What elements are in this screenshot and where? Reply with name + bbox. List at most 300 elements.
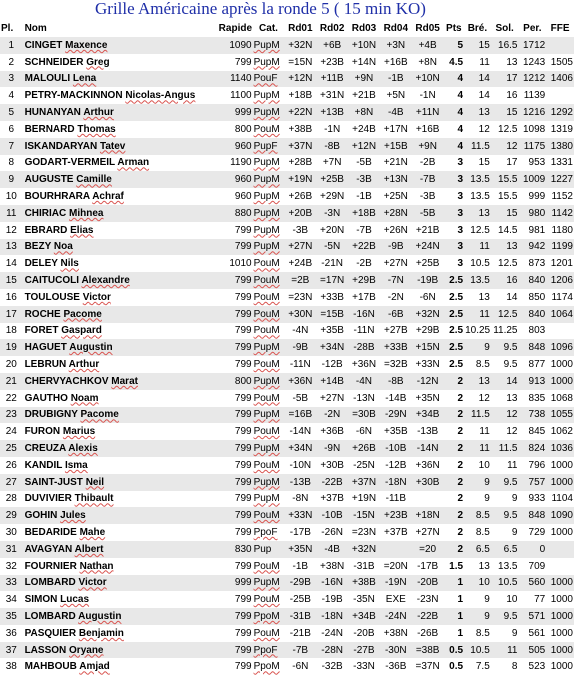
bresilien-cell: 11.5 — [464, 407, 491, 424]
round-3-cell: -7B — [348, 222, 380, 239]
rapide-rating-cell: 999 — [218, 575, 253, 592]
performance-cell: 757 — [518, 474, 546, 491]
bresilien-cell: 12 — [464, 121, 491, 138]
performance-cell: 571 — [518, 608, 546, 625]
performance-cell: 942 — [518, 239, 546, 256]
category-cell: PupM — [253, 155, 285, 172]
round-1-cell: -8N — [284, 491, 316, 508]
player-first-name: Nicolas-Angus — [125, 90, 196, 102]
header-performance: Per. — [523, 23, 542, 34]
round-4-cell: +26N — [380, 222, 412, 239]
round-5-cell: +35N — [412, 390, 444, 407]
round-4-cell: -18N — [380, 474, 412, 491]
ffe-rating-cell: 1152 — [546, 188, 574, 205]
player-first-name: Victor — [78, 577, 107, 589]
round-3-cell: +36N — [348, 356, 380, 373]
solkoff-cell: 9.5 — [491, 356, 519, 373]
round-3-cell: -31B — [348, 558, 380, 575]
round-2-cell: -4B — [316, 541, 348, 558]
bresilien-cell: 11.5 — [464, 138, 491, 155]
player-first-name: Isma — [64, 459, 88, 471]
table-row — [0, 205, 574, 222]
points-cell: 2 — [444, 474, 465, 491]
bresilien-cell: 11 — [464, 239, 491, 256]
category-cell: PupM — [253, 188, 285, 205]
rapide-rating-cell: 1190 — [218, 155, 253, 172]
bresilien-cell: 11 — [464, 306, 491, 323]
player-last-name: MAHBOUB — [24, 661, 77, 673]
ffe-rating-cell: 1201 — [546, 255, 574, 272]
player-name-cell — [23, 138, 218, 155]
performance-cell: 981 — [518, 222, 546, 239]
ffe-rating-cell: 1199 — [546, 239, 574, 256]
points-cell: 2 — [444, 541, 465, 558]
solkoff-cell: 9 — [491, 625, 519, 642]
round-1-cell: -31B — [284, 608, 316, 625]
round-4-cell — [380, 541, 412, 558]
round-1-cell: +32N — [284, 37, 316, 54]
player-name-cell — [23, 356, 218, 373]
round-4-cell: -4B — [380, 104, 412, 121]
round-5-cell: -19B — [412, 272, 444, 289]
performance-cell: 77 — [518, 591, 546, 608]
table-row — [0, 239, 574, 256]
bresilien-cell: 10 — [464, 575, 491, 592]
round-4-cell: +17N — [380, 121, 412, 138]
points-cell: 2 — [444, 440, 465, 457]
round-3-cell: +29B — [348, 272, 380, 289]
category-cell: PouM — [253, 390, 285, 407]
category-cell: PupM — [253, 37, 285, 54]
solkoff-cell: 15.5 — [491, 171, 519, 188]
round-3-cell: +34B — [348, 608, 380, 625]
points-cell: 3 — [444, 205, 465, 222]
player-name-cell — [23, 558, 218, 575]
round-3-cell: +12N — [348, 138, 380, 155]
solkoff-cell: 9.5 — [491, 474, 519, 491]
player-name-cell — [23, 390, 218, 407]
round-2-cell: +13B — [316, 104, 348, 121]
round-2-cell: -22B — [316, 474, 348, 491]
place-cell: 3 — [0, 71, 23, 88]
round-5-cell: =38B — [412, 642, 444, 659]
round-5-cell: -26B — [412, 625, 444, 642]
table-row — [0, 457, 574, 474]
round-3-cell: +17B — [348, 289, 380, 306]
performance-cell: 523 — [518, 658, 546, 675]
points-cell: 4 — [444, 121, 465, 138]
player-first-name: Amjad — [79, 661, 110, 673]
category-cell: PupM — [253, 104, 285, 121]
round-5-cell: +27N — [412, 524, 444, 541]
solkoff-cell: 16.5 — [491, 37, 519, 54]
round-1-cell: +36N — [284, 373, 316, 390]
place-cell: 22 — [0, 390, 23, 407]
round-1-cell: -29B — [284, 575, 316, 592]
round-3-cell: +14N — [348, 54, 380, 71]
ffe-rating-cell — [546, 87, 574, 104]
round-3-cell: =30B — [348, 407, 380, 424]
player-last-name: AUGUSTE — [24, 174, 74, 186]
rapide-rating-cell: 799 — [218, 289, 253, 306]
points-cell: 1 — [444, 608, 465, 625]
round-5-cell: -13B — [412, 423, 444, 440]
place-cell: 16 — [0, 289, 23, 306]
solkoff-cell: 10 — [491, 591, 519, 608]
points-cell: 3 — [444, 222, 465, 239]
ffe-rating-cell: 1000 — [546, 591, 574, 608]
table-row — [0, 289, 574, 306]
round-4-cell: -19N — [380, 575, 412, 592]
place-cell: 12 — [0, 222, 23, 239]
round-3-cell: -16N — [348, 306, 380, 323]
header-round-2: Rd02 — [319, 23, 345, 34]
round-1-cell: =2B — [284, 272, 316, 289]
player-name-cell — [23, 474, 218, 491]
player-first-name: Thibault — [74, 493, 114, 505]
round-4-cell: -7N — [380, 272, 412, 289]
round-2-cell: -12B — [316, 356, 348, 373]
points-cell: 0.5 — [444, 658, 465, 675]
player-first-name: Augustin — [69, 342, 113, 354]
header-rapide: Rapide — [218, 23, 253, 34]
player-first-name: Nils — [60, 258, 79, 270]
place-cell: 19 — [0, 339, 23, 356]
table-row — [0, 356, 574, 373]
round-1-cell: -25B — [284, 591, 316, 608]
table-row — [0, 390, 574, 407]
round-5-cell: +16B — [412, 121, 444, 138]
rapide-rating-cell: 799 — [218, 423, 253, 440]
table-row — [0, 507, 574, 524]
round-4-cell: -8B — [380, 373, 412, 390]
ffe-rating-cell: 1206 — [546, 272, 574, 289]
bresilien-cell: 13 — [464, 558, 491, 575]
table-row — [0, 407, 574, 424]
points-cell: 2 — [444, 457, 465, 474]
place-cell: 2 — [0, 54, 23, 71]
solkoff-cell: 12.5 — [491, 121, 519, 138]
solkoff-cell: 13 — [491, 390, 519, 407]
round-2-cell: -10B — [316, 507, 348, 524]
round-3-cell: +37N — [348, 474, 380, 491]
solkoff-cell: 9.5 — [491, 608, 519, 625]
round-5-cell: +21B — [412, 222, 444, 239]
rapide-rating-cell: 830 — [218, 541, 253, 558]
place-cell: 24 — [0, 423, 23, 440]
ffe-rating-cell: 1000 — [546, 474, 574, 491]
player-name-cell — [23, 239, 218, 256]
solkoff-cell: 13 — [491, 54, 519, 71]
round-5-cell: =37N — [412, 658, 444, 675]
round-3-cell: +10N — [348, 37, 380, 54]
round-2-cell: +14B — [316, 373, 348, 390]
ffe-rating-cell: 1380 — [546, 138, 574, 155]
rapide-rating-cell: 799 — [218, 658, 253, 675]
performance-cell: 729 — [518, 524, 546, 541]
header-round-1: Rd01 — [288, 23, 313, 34]
round-2-cell: +35B — [316, 323, 348, 340]
ffe-rating-cell: 1000 — [546, 608, 574, 625]
place-cell: 14 — [0, 255, 23, 272]
performance-cell: 913 — [518, 373, 546, 390]
points-cell: 4 — [444, 138, 465, 155]
solkoff-cell: 16 — [491, 272, 519, 289]
points-cell: 3 — [444, 171, 465, 188]
table-row — [0, 188, 574, 205]
ffe-rating-cell: 1062 — [546, 423, 574, 440]
round-2-cell: -28N — [316, 642, 348, 659]
round-5-cell: -1N — [412, 87, 444, 104]
place-cell: 4 — [0, 87, 23, 104]
round-3-cell: =23N — [348, 524, 380, 541]
points-cell: 2.5 — [444, 339, 465, 356]
round-2-cell: +20N — [316, 222, 348, 239]
table-row — [0, 625, 574, 642]
points-cell: 2 — [444, 423, 465, 440]
performance-cell: 561 — [518, 625, 546, 642]
round-4-cell: +38N — [380, 625, 412, 642]
points-cell: 2.5 — [444, 306, 465, 323]
bresilien-cell: 13.5 — [464, 171, 491, 188]
performance-cell: 1243 — [518, 54, 546, 71]
solkoff-cell: 6.5 — [491, 541, 519, 558]
round-4-cell: -9B — [380, 239, 412, 256]
solkoff-cell: 12.5 — [491, 306, 519, 323]
place-cell: 1 — [0, 37, 23, 54]
round-3-cell: -20B — [348, 625, 380, 642]
round-1-cell: -5B — [284, 390, 316, 407]
table-row — [0, 541, 574, 558]
rapide-rating-cell: 799 — [218, 356, 253, 373]
player-first-name: Victor — [82, 291, 111, 303]
place-cell: 6 — [0, 121, 23, 138]
rapide-rating-cell: 1100 — [218, 87, 253, 104]
points-cell: 1 — [444, 591, 465, 608]
player-name-cell — [23, 87, 218, 104]
table-row — [0, 491, 574, 508]
solkoff-cell: 12 — [491, 138, 519, 155]
performance-cell: 845 — [518, 423, 546, 440]
player-name-cell — [23, 121, 218, 138]
ffe-rating-cell: 1505 — [546, 54, 574, 71]
player-name-cell — [23, 373, 218, 390]
player-last-name: ROCHE — [24, 308, 61, 320]
round-3-cell: +24B — [348, 121, 380, 138]
player-first-name: Marius — [62, 426, 96, 438]
solkoff-cell: 14 — [491, 289, 519, 306]
performance-cell: 933 — [518, 491, 546, 508]
player-first-name: Gaspard — [61, 325, 102, 337]
rapide-rating-cell: 880 — [218, 205, 253, 222]
solkoff-cell: 13.5 — [491, 558, 519, 575]
round-1-cell: +19N — [284, 171, 316, 188]
header-round-3: Rd03 — [351, 23, 377, 34]
rapide-rating-cell: 999 — [218, 104, 253, 121]
round-1-cell: -17B — [284, 524, 316, 541]
performance-cell: 877 — [518, 356, 546, 373]
rapide-rating-cell: 799 — [218, 306, 253, 323]
round-5-cell: +32N — [412, 306, 444, 323]
round-4-cell: +28N — [380, 205, 412, 222]
performance-cell: 848 — [518, 507, 546, 524]
round-4-cell: +33B — [380, 339, 412, 356]
player-last-name: ISKANDARYAN — [24, 140, 98, 152]
ffe-rating-cell: 1064 — [546, 306, 574, 323]
player-last-name: DUVIVIER — [24, 493, 72, 505]
header-name: Nom — [24, 23, 47, 34]
place-cell: 30 — [0, 524, 23, 541]
category-cell: PupM — [253, 339, 285, 356]
table-row — [0, 642, 574, 659]
performance-cell: 560 — [518, 575, 546, 592]
round-2-cell: -26N — [316, 524, 348, 541]
player-first-name: Maxence — [65, 39, 108, 51]
round-1-cell: =15N — [284, 54, 316, 71]
round-2-cell: +31N — [316, 87, 348, 104]
player-first-name: Pacome — [63, 308, 102, 320]
round-4-cell: EXE — [380, 591, 412, 608]
round-4-cell: -11B — [380, 491, 412, 508]
player-last-name: PASQUIER — [24, 627, 77, 639]
bresilien-cell: 11 — [464, 54, 491, 71]
place-cell: 23 — [0, 407, 23, 424]
round-5-cell: +8N — [412, 54, 444, 71]
rapide-rating-cell: 799 — [218, 239, 253, 256]
performance-cell: 709 — [518, 558, 546, 575]
points-cell: 2.5 — [444, 289, 465, 306]
round-1-cell: +34N — [284, 440, 316, 457]
round-2-cell: +25B — [316, 171, 348, 188]
points-cell: 4 — [444, 71, 465, 88]
solkoff-cell: 16 — [491, 87, 519, 104]
place-cell: 5 — [0, 104, 23, 121]
rapide-rating-cell: 799 — [218, 474, 253, 491]
round-1-cell: -1B — [284, 558, 316, 575]
ffe-rating-cell: 1319 — [546, 121, 574, 138]
player-last-name: PETRY-MACKINNON — [24, 90, 123, 102]
round-5-cell — [412, 491, 444, 508]
player-first-name: Camille — [76, 174, 112, 186]
performance-cell: 850 — [518, 289, 546, 306]
player-first-name: Augustin — [78, 610, 122, 622]
ffe-rating-cell: 1227 — [546, 171, 574, 188]
ffe-rating-cell — [546, 37, 574, 54]
player-name-cell — [23, 289, 218, 306]
player-name-cell — [23, 222, 218, 239]
performance-cell: 999 — [518, 188, 546, 205]
round-5-cell: +18N — [412, 507, 444, 524]
player-name-cell — [23, 71, 218, 88]
table-row — [0, 306, 574, 323]
round-5-cell: -3B — [412, 188, 444, 205]
round-3-cell: +19N — [348, 491, 380, 508]
solkoff-cell: 9 — [491, 491, 519, 508]
round-2-cell: -24N — [316, 625, 348, 642]
points-cell: 5 — [444, 37, 465, 54]
solkoff-cell: 11 — [491, 642, 519, 659]
ffe-rating-cell: 1000 — [546, 373, 574, 390]
points-cell: 2 — [444, 407, 465, 424]
points-cell: 3 — [444, 239, 465, 256]
round-4-cell: -36B — [380, 658, 412, 675]
bresilien-cell: 10.5 — [464, 255, 491, 272]
player-name-cell — [23, 323, 218, 340]
place-cell: 25 — [0, 440, 23, 457]
points-cell: 4.5 — [444, 54, 465, 71]
player-last-name: SCHNEIDER — [24, 56, 84, 68]
player-name-cell — [23, 171, 218, 188]
performance-cell: 796 — [518, 457, 546, 474]
ffe-rating-cell: 1096 — [546, 339, 574, 356]
round-1-cell: +26B — [284, 188, 316, 205]
player-last-name: CREUZA — [24, 443, 66, 455]
category-cell: PupF — [253, 138, 285, 155]
player-first-name: Benjamin — [78, 627, 124, 639]
ffe-rating-cell: 1068 — [546, 390, 574, 407]
round-3-cell: -2B — [348, 255, 380, 272]
player-last-name: MALOULI — [24, 73, 71, 85]
bresilien-cell: 9 — [464, 491, 491, 508]
round-1-cell: -10N — [284, 457, 316, 474]
player-name-cell — [23, 205, 218, 222]
rapide-rating-cell: 960 — [218, 171, 253, 188]
performance-cell: 840 — [518, 272, 546, 289]
performance-cell: 980 — [518, 205, 546, 222]
round-3-cell: -25N — [348, 457, 380, 474]
player-last-name: HUNANYAN — [24, 107, 81, 119]
points-cell: 2 — [444, 390, 465, 407]
player-first-name: Arthur — [68, 359, 100, 371]
round-1-cell: +37N — [284, 138, 316, 155]
player-first-name: Noam — [70, 392, 99, 404]
player-last-name: LOMBARD — [24, 610, 76, 622]
bresilien-cell: 12 — [464, 390, 491, 407]
bresilien-cell: 13 — [464, 104, 491, 121]
ffe-rating-cell: 1000 — [546, 575, 574, 592]
points-cell: 3 — [444, 255, 465, 272]
ffe-rating-cell — [546, 323, 574, 340]
bresilien-cell: 15 — [464, 155, 491, 172]
rapide-rating-cell: 799 — [218, 440, 253, 457]
player-last-name: TOULOUSE — [24, 291, 80, 303]
table-row — [0, 87, 574, 104]
player-first-name: Alexandre — [81, 275, 130, 287]
player-name-cell — [23, 255, 218, 272]
table-row — [0, 373, 574, 390]
round-5-cell: -14N — [412, 440, 444, 457]
bresilien-cell: 10.5 — [464, 642, 491, 659]
player-first-name: Arman — [117, 157, 150, 169]
player-name-cell — [23, 524, 218, 541]
category-cell: PupM — [253, 222, 285, 239]
player-first-name: Marat — [111, 375, 138, 387]
round-4-cell: +37B — [380, 524, 412, 541]
player-name-cell — [23, 457, 218, 474]
category-cell: PpoF — [253, 524, 285, 541]
player-name-cell — [23, 440, 218, 457]
table-row — [0, 138, 574, 155]
solkoff-cell: 8 — [491, 658, 519, 675]
bresilien-cell: 9 — [464, 474, 491, 491]
rapide-rating-cell: 799 — [218, 323, 253, 340]
place-cell: 32 — [0, 558, 23, 575]
performance-cell: 953 — [518, 155, 546, 172]
rapide-rating-cell: 799 — [218, 222, 253, 239]
ffe-rating-cell: 1000 — [546, 658, 574, 675]
place-cell: 33 — [0, 575, 23, 592]
player-last-name: DRUBIGNY — [24, 409, 78, 421]
